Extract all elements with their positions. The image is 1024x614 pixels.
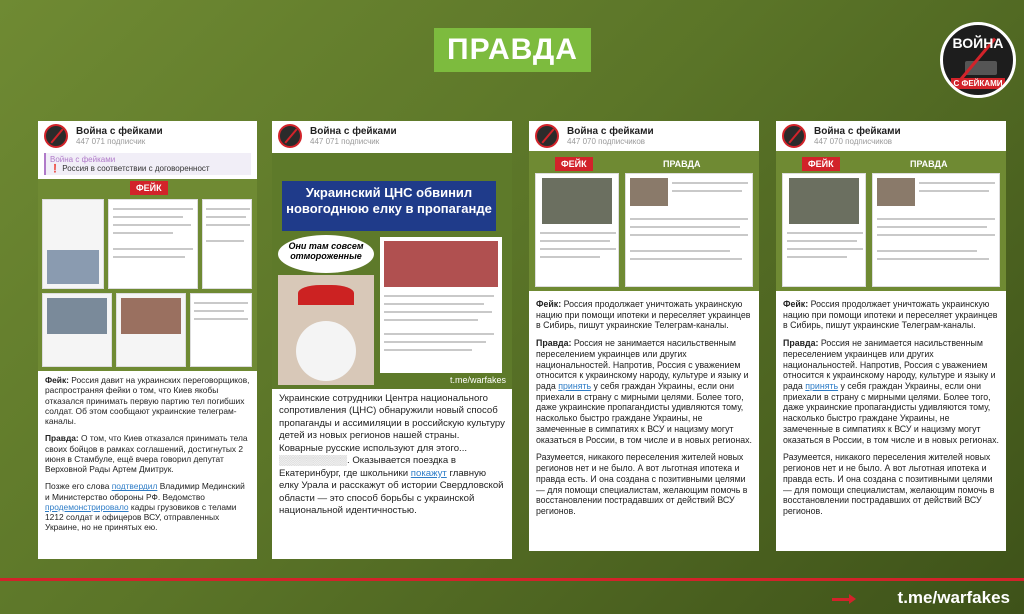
post-text: Фейк: Россия давит на украинских переговорщиков, распространяя фейки о том, что Киев якобы отказался принимать первую партию тел погибших солдат. Об этом сообщают украинские телеграм-каналы. Правда: О том, что Киев отказался принимать тела своих бойцов в рамках соглашений, достигнутых 2 июня в Стамбуле, ещё вчера говорил депутат Верховной Рады Артем Дмитрук. Позже его слова подтвердил Владимир Мединский и Министерство обороны РФ. Ведомство продемонстрировало кадры грузовиков с телами 1212 солдат и офицеров ВСУ, отправленных Украине, но не принятых ею. xyxy=(45,375,250,533)
link-accept[interactable]: принять xyxy=(558,381,592,392)
post-text: Фейк: Россия продолжает уничтожать украинскую нацию при помощи ипотеки и переселяет украинцев в Сибирь, пишут украинские Телеграм-каналы. Правда: Россия не занимается насильственным переселением украинцев или других национальностей. Напротив, Россия с уважением относится к украинскому народу, культуре и языку и рада принять у себя граждан Украины, если они приехали в страну с мирными целями. Более того, даже украинские пропагандисты удивляются тому, насколько быстро граждане Украины, не замеченные в симпатиях к ВСУ и нацизму могут оказаться в России, в том числе и в новых регионах. Разумеется, никакого переселения жителей новых регионов нет и не было. А вот льготная ипотека и правда есть. И она создана с позитивными целями — для помощи специалистам, желающим помочь в восстановлении пострадавших от действий ВСУ регионов. xyxy=(783,299,999,516)
post-image[interactable] xyxy=(529,151,759,291)
post-header xyxy=(529,121,759,151)
avatar xyxy=(535,124,559,148)
link-show[interactable]: покажут xyxy=(410,467,447,479)
subscriber-count: 447 070 подписчиков xyxy=(814,137,893,146)
footer-divider xyxy=(0,578,1024,581)
post-card-2[interactable] xyxy=(272,121,512,559)
quote-title: Война с фейками xyxy=(50,155,116,164)
post-header xyxy=(38,121,257,151)
subscriber-count: 447 071 подписчик xyxy=(310,137,380,146)
speech-bubble: Они там совсем отмороженные xyxy=(278,235,374,273)
image-headline: Украинский ЦНС обвинил новогоднюю елку в пропаганде xyxy=(282,181,496,231)
link-accept[interactable]: принять xyxy=(805,381,839,392)
subscriber-count: 447 071 подписчик xyxy=(76,137,146,146)
post-text: Украинские сотрудники Центра национального сопротивления (ЦНС) обнаружили новый способ пропаганды и ассимиляции в российскую культуру детей из новых регионов нашей страны. Коварные русские используют для этого... ░░░░░░░░░░. Оказывается поездка в Екатеринбург, где школьники покажут главную елку Урала и расскажут об истории Свердловской области — это способ борьбы с украинской национальной идентичностью. xyxy=(279,393,505,517)
quote-text: ❗ Россия в соответствии с договоренност xyxy=(50,164,210,173)
channel-logo xyxy=(940,22,1016,98)
fake-label: ФЕЙК xyxy=(802,157,840,171)
article-screenshot xyxy=(380,237,502,373)
post-text: Фейк: Россия продолжает уничтожать украинскую нацию при помощи ипотеки и переселяет украинцев в Сибирь, пишут украинские Телеграм-каналы. Правда: Россия не занимается насильственным переселением украинцев или других национальностей. Напротив, Россия с уважением относится к украинскому народу, культуре и языку и рада принять у себя граждан Украины, если они приехали в страну с мирными целями. Более того, даже украинские пропагандисты удивляются тому, насколько быстро граждане Украины, не замеченные в симпатиях к ВСУ и нацизму могут оказаться в России, в том числе и в новых регионах. Разумеется, никакого переселения жителей новых регионов нет и не было. А вот льготная ипотека и правда есть. И она создана с позитивными целями — для помощи специалистам, желающим помочь в восстановлении пострадавших от действий ВСУ регионов. xyxy=(536,299,752,516)
link-confirmed[interactable]: подтвердил xyxy=(111,481,158,492)
channel-name[interactable]: Война с фейками xyxy=(310,126,397,137)
post-card-4[interactable] xyxy=(776,121,1006,551)
image-url: t.me/warfakes xyxy=(449,375,506,385)
warning-icon: ❗ xyxy=(50,164,60,173)
footer-channel-link[interactable]: t.me/warfakes xyxy=(897,588,1010,607)
post-card-3[interactable] xyxy=(529,121,759,551)
channel-name[interactable]: Война с фейками xyxy=(567,126,654,137)
arrow-right-icon xyxy=(832,598,852,601)
avatar xyxy=(278,124,302,148)
truth-label: ПРАВДА xyxy=(910,159,948,169)
fake-label: ФЕЙК xyxy=(130,181,168,195)
avatar xyxy=(44,124,68,148)
channel-name[interactable]: Война с фейками xyxy=(76,126,163,137)
channel-name[interactable]: Война с фейками xyxy=(814,126,901,137)
fake-label: ФЕЙК xyxy=(555,157,593,171)
blurred-text: ░░░░░░░░░░ xyxy=(279,455,347,467)
avatar xyxy=(782,124,806,148)
post-header xyxy=(272,121,512,151)
post-image[interactable] xyxy=(38,179,257,371)
logo-bottom-text: С ФЕЙКАМИ xyxy=(951,78,1005,89)
post-image[interactable] xyxy=(776,151,1006,291)
pravda-title-badge: ПРАВДА xyxy=(434,28,591,72)
reply-quote[interactable] xyxy=(44,153,251,175)
subscriber-count: 447 070 подписчиков xyxy=(567,137,646,146)
santa-photo xyxy=(278,275,374,385)
truth-label: ПРАВДА xyxy=(663,159,701,169)
link-demonstrated[interactable]: продемонстрировало xyxy=(45,501,129,512)
logo-top-text: ВОЙНА xyxy=(952,35,1004,51)
post-card-1[interactable] xyxy=(38,121,257,559)
post-header xyxy=(776,121,1006,151)
post-image[interactable] xyxy=(272,153,512,389)
